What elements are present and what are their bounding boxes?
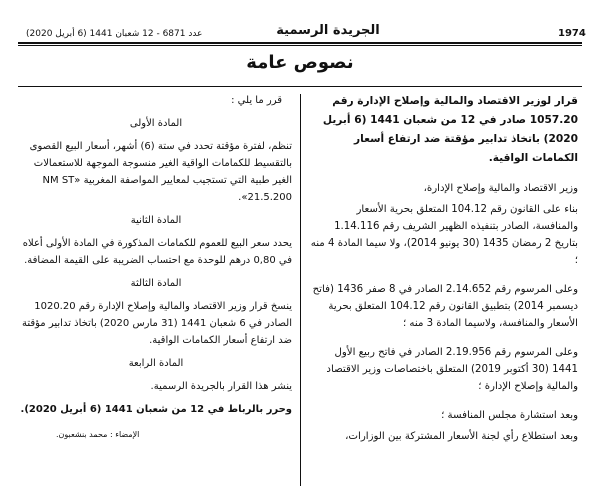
decides-line: قرر ما يلي :: [231, 95, 282, 106]
right-column: [308, 92, 578, 449]
header-rule-bottom: [18, 45, 582, 46]
done-at-line: وحرر بالرباط في 12 من شعبان 1441 (6 أبريل 2020).: [20, 404, 292, 415]
article-2-text: يحدد سعر البيع للعموم للكمامات المذكورة في المادة الأولى أعلاه في 0,80 درهم للوحدة مع احتساب الضريبة على القيمة المضافة.: [22, 238, 292, 266]
header-rule-top: [18, 42, 582, 44]
decree-basis-law: بناء على القانون رقم 104.12 المتعلق بحرية الأسعار والمنافسة، الصادر بتنفيذه الظهير الشريف رقم 1.14.116 بتاريخ 2 رمضان 1435 (30 يونيو 2014)، ولا سيما المادة 4 منه ؛: [310, 204, 578, 266]
article-1-title: المادة الأولى: [129, 118, 183, 129]
decree-basis-decree-2: وعلى المرسوم رقم 2.19.956 الصادر في فاتح ربيع الأول 1441 (30 أكتوبر 2019) المتعلق باختصاصات وزير الاقتصاد والمالية وإصلاح الإدارة ؛: [326, 347, 578, 392]
decree-committee-opinion: وبعد استطلاع رأي لجنة الأسعار المشتركة بين الوزارات،: [345, 431, 578, 442]
page-header: [0, 0, 600, 44]
article-3-text: ينسخ قرار وزير الاقتصاد والمالية وإصلاح الإدارة رقم 1020.20 الصادر في 6 شعبان 1441 (31 مارس 2020) باتخاذ تدابير مؤقتة ضد ارتفاع أسعار الكمامات الواقية.: [21, 301, 292, 346]
article-1-text: تنظم، لفترة مؤقتة تحدد في ستة (6) أشهر، أسعار البيع القصوى بالتقسيط للكمامات الواقية الغير منسوجة الموجهة للاستعمالات الغير طبية التي تستجيب لمعايير المواصفة المغربية «NM ST 21.5.200».: [29, 141, 292, 203]
decree-title: قرار لوزير الاقتصاد والمالية وإصلاح الإدارة رقم 1057.20 صادر في 12 من شعبان 1441 (6 أبريل 2020) باتخاذ تدابير مؤقتة ضد ارتفاع أسعار الكمامات الواقية.: [322, 95, 578, 164]
section-title: نصوص عامة: [246, 52, 354, 73]
decree-consultation: وبعد استشارة مجلس المنافسة ؛: [441, 410, 578, 421]
issue-info: عدد 6871 - 12 شعبان 1441 (6 أبريل 2020): [26, 29, 203, 39]
article-3-title: المادة الثالثة: [130, 278, 182, 289]
signature: الإمضاء : محمد بنشعبون.: [56, 430, 140, 439]
article-4-text: ينشر هذا القرار بالجريدة الرسمية.: [150, 381, 292, 392]
page-number: 1974: [558, 28, 586, 39]
column-divider: [300, 94, 301, 486]
section-rule: [18, 86, 582, 87]
decree-intro: وزير الاقتصاد والمالية وإصلاح الإدارة،: [423, 183, 578, 194]
left-column: [20, 92, 292, 449]
decree-basis-decree-1: وعلى المرسوم رقم 2.14.652 الصادر في 8 صفر 1436 (فاتح ديسمبر 2014) بتطبيق القانون رقم 104.12 المتعلق بحرية الأسعار والمنافسة، ولاسيما المادة 3 منه ؛: [312, 284, 578, 329]
gazette-name: الجريدة الرسمية: [276, 23, 380, 38]
article-2-title: المادة الثانية: [130, 215, 182, 226]
article-4-title: المادة الرابعة: [128, 358, 184, 369]
